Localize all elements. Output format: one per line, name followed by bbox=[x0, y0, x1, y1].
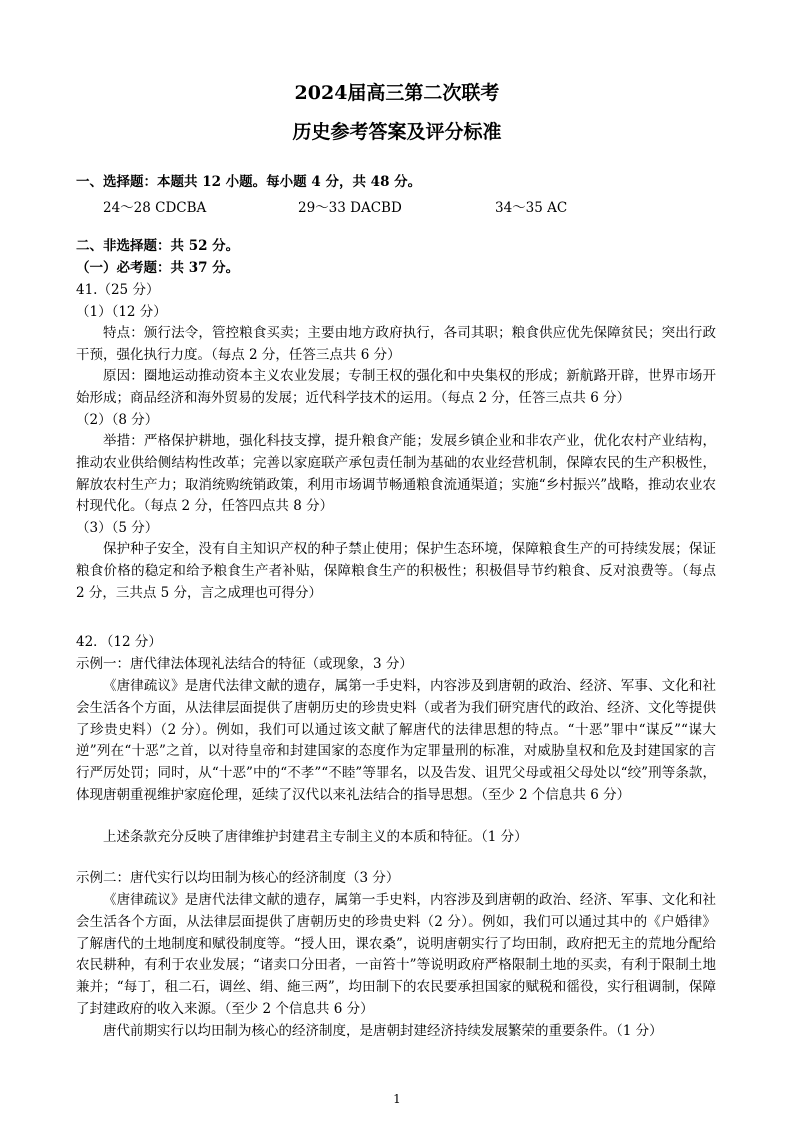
q42-example2-body: 《唐律疏议》是唐代法律文献的遗存，属第一手史料，内容涉及到唐朝的政治、经济、军事、文化和社会生活各个方面，从法律层面提供了唐朝历史的珍贵史料（2 分）。例如，我们可以通过其中的《户婚律》了解唐代的土地制度和赋役制度等。“授人田，课农桑”，说明唐朝实行了均田制，政府把无主的荒地分配给农民耕种，有利于农业发展；“诸卖口分田者，一亩笞十”等说明政府严格限制土地的买卖，有利于限制土地兼并；“每丁，租二石，调丝、绢、絁三两”，均田制下的农民要承担国家的赋税和徭役，实行租调制，保障了封建政府的收入来源。（至少 2 个信息共 6 分） bbox=[76, 892, 716, 1017]
q41-part2-label: （2）（8 分） bbox=[76, 412, 159, 428]
section1-heading: 一、选择题：本题共 12 小题。每小题 4 分，共 48 分。 bbox=[76, 174, 422, 190]
exam-title: 2024届高三第二次联考 bbox=[294, 82, 500, 104]
q42-example1-body: 《唐律疏议》是唐代法律文献的遗存，属第一手史料，内容涉及到唐朝的政治、经济、军事、文化和社会生活各个方面，从法律层面提供了唐朝历史的珍贵史料（或者为我们研究唐代的政治、经济、文化等提供了珍贵史料）（2 分）。例如，我们可以通过该文献了解唐代的法律思想的特点。“十恶”罪中“谋反”“谋大逆”列在“十恶”之首，以对待皇帝和封建国家的态度作为定罪量刑的标准，对威胁皇权和危及封建国家的言行严厉处罚；同时，从“十恶”中的“不孝”“不睦”等罪名，以及告发、诅咒父母或祖父母处以“绞”刑等条款，体现唐朝重视维护家庭伦理，延续了汉代以来礼法结合的指导思想。（至少 2 个信息共 6 分） bbox=[76, 678, 716, 803]
q42-example1-conclusion: 上述条款充分反映了唐律维护封建君主专制主义的本质和特征。（1 分） bbox=[103, 829, 528, 845]
q41-label: 41.（25 分） bbox=[76, 282, 160, 298]
page-number: 1 bbox=[393, 1092, 401, 1106]
q41-part3-label: （3）（5 分） bbox=[76, 520, 159, 536]
q42-label: 42．（12 分） bbox=[76, 634, 162, 650]
q41-part1-features: 特点：颁行法令，管控粮食买卖；主要由地方政府执行，各司其职；粮食供应优先保障贫民；突出行政干预，强化执行力度。（每点 2 分，任答三点共 6 分） bbox=[76, 325, 716, 363]
section2-subheading: （一）必考题：共 37 分。 bbox=[76, 260, 240, 276]
section2-heading: 二、非选择题：共 52 分。 bbox=[76, 238, 240, 254]
exam-subtitle: 历史参考答案及评分标准 bbox=[292, 121, 502, 143]
answer-group-2: 29～33 DACBD bbox=[298, 200, 402, 216]
q41-part1-label: （1）（12 分） bbox=[76, 304, 167, 320]
answer-group-1: 24～28 CDCBA bbox=[103, 200, 207, 216]
q41-part2-measures: 举措：严格保护耕地，强化科技支撑，提升粮食产能；发展乡镇企业和非农产业，优化农村产业结构，推动农业供给侧结构性改革；完善以家庭联产承包责任制为基础的农业经营机制，保障农民的生产积极性，解放农村生产力；取消统购统销政策，利用市场调节畅通粮食流通渠道；实施“乡村振兴”战略，推动农业农村现代化。（每点 2 分，任答四点共 8 分） bbox=[76, 433, 716, 515]
q42-example2-title: 示例二：唐代实行以均田制为核心的经济制度（3 分） bbox=[76, 870, 400, 886]
q42-example1-title: 示例一：唐代律法体现礼法结合的特征（或现象，3 分） bbox=[76, 656, 413, 672]
q42-example2-conclusion: 唐代前期实行以均田制为核心的经济制度，是唐朝封建经济持续发展繁荣的重要条件。（1 分） bbox=[103, 1023, 663, 1039]
answer-group-3: 34～35 AC bbox=[495, 200, 568, 216]
q41-part3-answer: 保护种子安全，没有自主知识产权的种子禁止使用；保护生态环境，保障粮食生产的可持续发展；保证粮食价格的稳定和给予粮食生产者补贴，保障粮食生产的积极性；积极倡导节约粮食、反对浪费等。（每点 2 分，三共点 5 分，言之成理也可得分） bbox=[76, 541, 716, 601]
q41-part1-reasons: 原因：圈地运动推动资本主义农业发展；专制王权的强化和中央集权的形成；新航路开辟，世界市场开始形成；商品经济和海外贸易的发展；近代科学技术的运用。（每点 2 分，任答三点共 6 分） bbox=[76, 368, 716, 406]
